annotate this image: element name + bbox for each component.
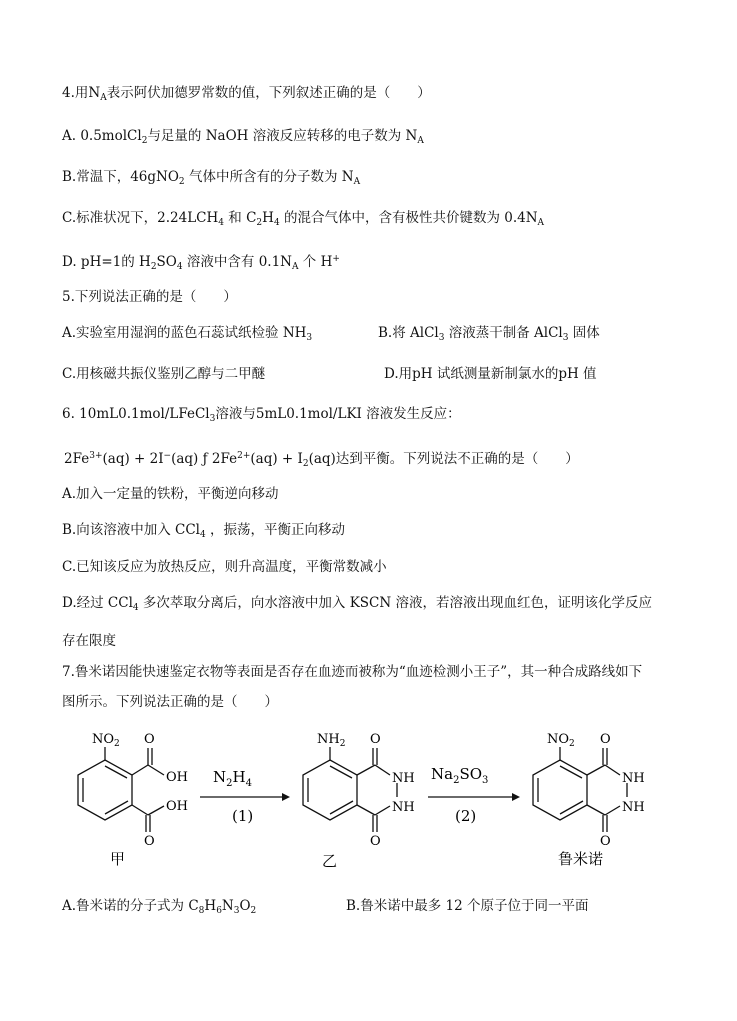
jia-hydroxyl-top: OH <box>166 770 188 785</box>
luminol-nh-bottom: NH <box>622 800 645 815</box>
q5-option-d: D.用pH 试纸测量新制氯水的pH 值 <box>384 366 597 382</box>
molecule-jia-name: 甲 <box>110 850 126 868</box>
yi-oxygen-top: O <box>370 732 381 747</box>
luminol-nitro-label: $NO_2$ <box>547 732 575 749</box>
molecule-jia-structure <box>78 747 164 832</box>
q7-option-a: A.鲁米诺的分子式为 $C_8H_6N_3O_2$ <box>62 898 257 916</box>
q5-stem: 5.下列说法正确的是（ ） <box>62 289 237 305</box>
q7-stem-line1: 7.鲁米诺因能快速鉴定衣物等表面是否存在血迹而被称为“血迹检测小王子”，其一种合成路线如下 <box>62 664 643 680</box>
q4-option-d: D. pH=1的 $H_2SO_4$ 溶液中含有 $0.1N_A$ 个 H+ <box>62 254 340 272</box>
step-1-label: (1) <box>232 807 254 825</box>
luminol-oxygen-top: O <box>600 732 611 747</box>
q5-option-a: A.实验室用湿润的蓝色石蕊试纸检验 $NH_3$ <box>62 325 313 343</box>
synthesis-scheme <box>60 725 660 875</box>
q5-option-b: B.将 AlCl$_3$ 溶液蒸干制备 AlCl$_3$ 固体 <box>378 325 600 343</box>
yi-amino-label: $NH_2$ <box>317 732 346 749</box>
step-2-label: (2) <box>455 807 477 825</box>
q7-stem-line2: 图所示。下列说法正确的是（ ） <box>62 694 278 710</box>
q6-option-c: C.已知该反应为放热反应，则升高温度，平衡常数减小 <box>62 559 387 575</box>
molecule-luminol-structure <box>533 747 627 832</box>
jia-oxygen-top: O <box>144 732 155 747</box>
jia-oxygen-bottom: O <box>144 834 155 849</box>
yi-nh-top: NH <box>392 771 415 786</box>
q7-option-b: B.鲁米诺中最多 12 个原子位于同一平面 <box>346 898 589 914</box>
q6-option-b: B.向该溶液中加入 CCl$_4$ ，振荡，平衡正向移动 <box>62 522 346 540</box>
q4-option-c: C.标准状况下，$2.24LCH_4$ 和 $C_2H_4$ 的混合气体中，含有极性共价键数为 $0.4N_A$ <box>62 210 545 228</box>
luminol-oxygen-bottom: O <box>600 834 611 849</box>
q6-option-d-cont: 存在限度 <box>62 633 116 649</box>
q6-option-a: A.加入一定量的铁粉，平衡逆向移动 <box>62 486 279 502</box>
q6-stem: 6. 10mL0.1mol/LFeCl$_3$溶液与5mL0.1mol/LKI 溶液发生反应： <box>62 406 461 424</box>
luminol-nh-top: NH <box>622 771 645 786</box>
reagent-1: $N_2H_4$ <box>213 768 252 789</box>
q6-equation: $2Fe^{3+}(aq) + 2I^-(aq)$ ƒ $2Fe^{2+}(aq) + I_2(aq)$达到平衡。下列说法不正确的是（ ） <box>64 451 579 469</box>
q5-option-c: C.用核磁共振仪鉴别乙醇与二甲醚 <box>62 366 266 382</box>
q4-option-a: A. 0.5molCl$_2$与足量的 NaOH 溶液反应转移的电子数为 $N_A$ <box>62 128 424 146</box>
q6-option-d: D.经过 CCl$_4$ 多次萃取分离后，向水溶液中加入 KSCN 溶液，若溶液出现血红色，证明该化学反应 <box>62 595 652 613</box>
yi-nh-bottom: NH <box>392 800 415 815</box>
molecule-yi-name: 乙 <box>322 852 338 870</box>
jia-hydroxyl-bottom: OH <box>166 799 188 814</box>
q4-option-b: B.常温下，46gNO$_2$ 气体中所含有的分子数为 $N_A$ <box>62 169 361 187</box>
yi-oxygen-bottom: O <box>370 834 381 849</box>
jia-nitro-label: $NO_2$ <box>92 732 120 749</box>
molecule-yi-structure <box>303 747 397 832</box>
reagent-2: $Na_2SO_3$ <box>431 765 489 786</box>
molecule-luminol-name: 鲁米诺 <box>558 850 604 868</box>
q4-stem: 4.用$N_A$表示阿伏加德罗常数的值，下列叙述正确的是（ ） <box>62 85 431 103</box>
